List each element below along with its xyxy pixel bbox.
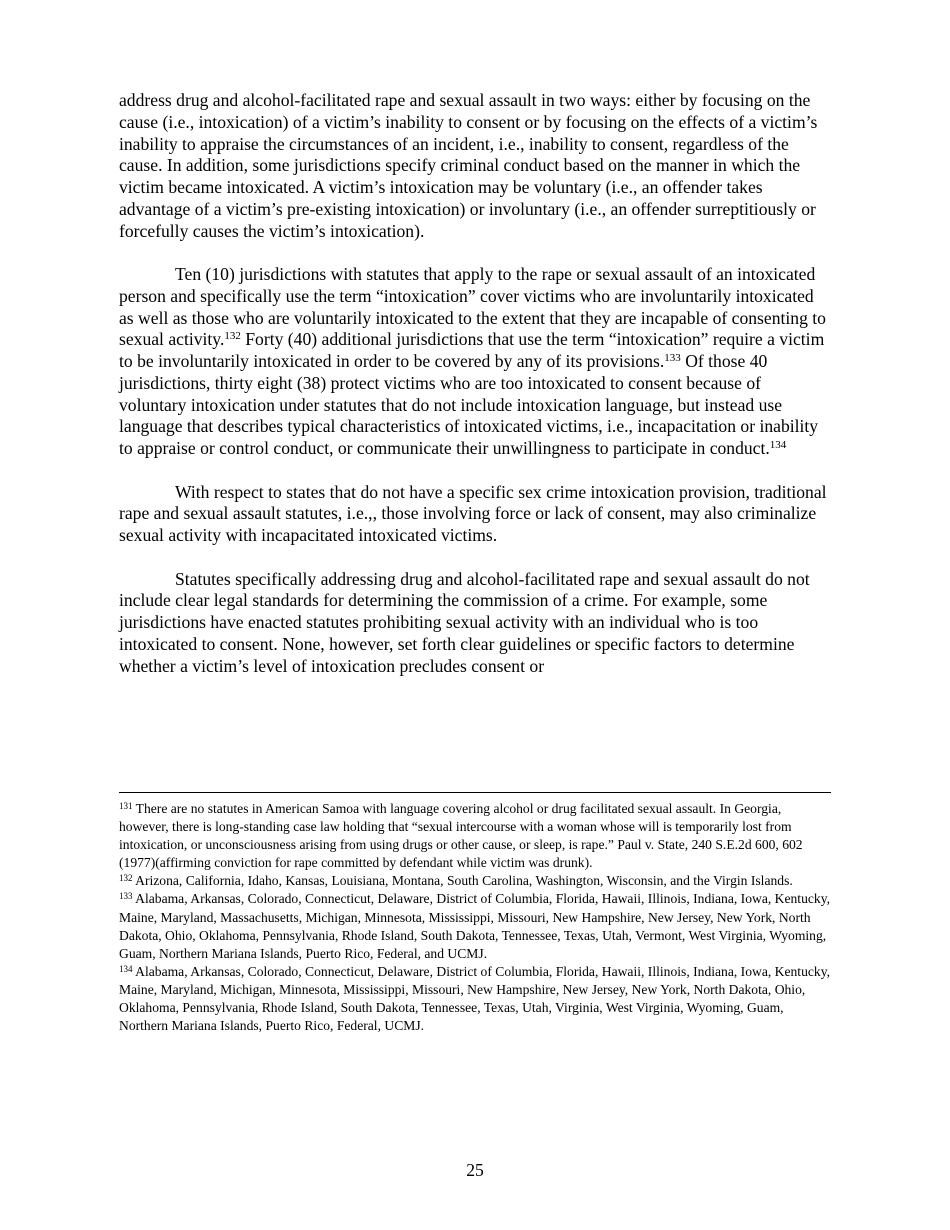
footnote-text: Alabama, Arkansas, Colorado, Connecticut, Delaware, District of Columbia, Florida, Hawaii, Illinois, Indiana, Iowa, Kentucky, Maine, Maryland, Massachusetts, Michigan, Minnesota, Mississippi, Missouri, New Hampshire, New Jersey, New York, North Dakota, Ohio, Oklahoma, Pennsylvania, Rhode Island, South Dakota, Tennessee, Texas, Utah, Vermont, West Virginia, Wyoming, Guam, Northern Mariana Islands, Puerto Rico, Federal, and UCMJ. <box>119 891 831 961</box>
footnotes <box>119 800 831 1035</box>
paragraph-2-text-c: Of those 40 jurisdictions, thirty eight (38) protect victims who are too intoxicated to consent because of voluntary intoxication under statutes that do not include intoxication language, but instead use language that describes typical characteristics of intoxicated victims, i.e., incapacitation or inability to appraise or control conduct, or communicate their unwillingness to participate in conduct. <box>119 351 819 458</box>
paragraph-2-text-b: Forty (40) additional jurisdictions that use the term “intoxication” require a victim to be involuntarily intoxicated in order to be covered by any of its provisions. <box>119 329 825 371</box>
paragraph-2-text-a: Ten (10) jurisdictions with statutes that apply to the rape or sexual assault of an intoxicated person and specifically use the term “intoxication” cover victims who are involuntarily intoxicated as well as those who are voluntarily intoxicated to the extent that they are incapable of consenting to sexual activity. <box>119 264 826 350</box>
footnote-ref-134[interactable]: 134 <box>769 439 787 451</box>
footnote-133 <box>119 890 831 962</box>
footnote-separator <box>119 792 831 793</box>
footnote-text: Arizona, California, Idaho, Kansas, Louisiana, Montana, South Carolina, Washington, Wisconsin, and the Virgin Islands. <box>132 873 793 889</box>
page-number: 25 <box>466 1160 484 1180</box>
paragraph-1: address drug and alcohol-facilitated rape and sexual assault in two ways: either by focusing on the cause (i.e., intoxication) of a victim’s inability to consent or by focusing on the effects of a victim’s inability to appraise the circumstances of an incident, i.e., inability to consent, regardless of the cause. In addition, some jurisdictions specify criminal conduct based on the manner in which the victim became intoxicated. A victim’s intoxication may be voluntary (i.e., an offender takes advantage of a victim’s pre-existing intoxication) or involuntary (i.e., an offender surreptitiously or forcefully causes the victim’s intoxication). <box>119 90 818 241</box>
footnote-number: 134 <box>119 963 133 974</box>
footnote-ref-133[interactable]: 133 <box>664 352 681 364</box>
paragraph-2 <box>119 264 831 460</box>
footnote-text: There are no statutes in American Samoa with language covering alcohol or drug facilitated sexual assault. In Georgia, however, there is long-standing case law holding that “sexual intercourse with a woman whose will is temporarily lost from intoxication, or unconsciousness arising from using drugs or other cause, or sleep, is rape.” Paul v. State, 240 S.E.2d 600, 602 (1977)(affirming conviction for rape committed by defendant while victim was drunk). <box>119 801 803 871</box>
paragraph-4: Statutes specifically addressing drug and alcohol-facilitated rape and sexual assault do not include clear legal standards for determining the commission of a crime. For example, some jurisdictions have enacted statutes prohibiting sexual activity with an individual who is too intoxicated to consent. None, however, set forth clear guidelines or specific factors to determine whether a victim’s level of intoxication precludes consent or <box>119 568 810 676</box>
footnote-134 <box>119 963 831 1035</box>
footnote-131 <box>119 800 831 872</box>
paragraph-3: With respect to states that do not have a specific sex crime intoxication provision, traditional rape and sexual assault statutes, i.e.,, those involving force or lack of consent, may also criminalize sexual activity with incapacitated intoxicated victims. <box>119 481 827 545</box>
footnote-number: 132 <box>119 873 133 884</box>
body-text <box>119 90 831 677</box>
footnote-text: Alabama, Arkansas, Colorado, Connecticut, Delaware, District of Columbia, Florida, Hawaii, Illinois, Indiana, Iowa, Kentucky, Maine, Maryland, Michigan, Minnesota, Mississippi, Missouri, New Hampshire, New Jersey, New York, North Dakota, Ohio, Oklahoma, Pennsylvania, Rhode Island, South Dakota, Tennessee, Texas, Utah, Virginia, West Virginia, Wyoming, Guam, Northern Mariana Islands, Puerto Rico, Federal, UCMJ. <box>119 963 831 1034</box>
footnote-ref-132[interactable]: 132 <box>224 330 241 343</box>
footnote-number: 131 <box>119 801 133 811</box>
footnote-132 <box>119 872 831 890</box>
footnote-number: 133 <box>119 891 133 902</box>
